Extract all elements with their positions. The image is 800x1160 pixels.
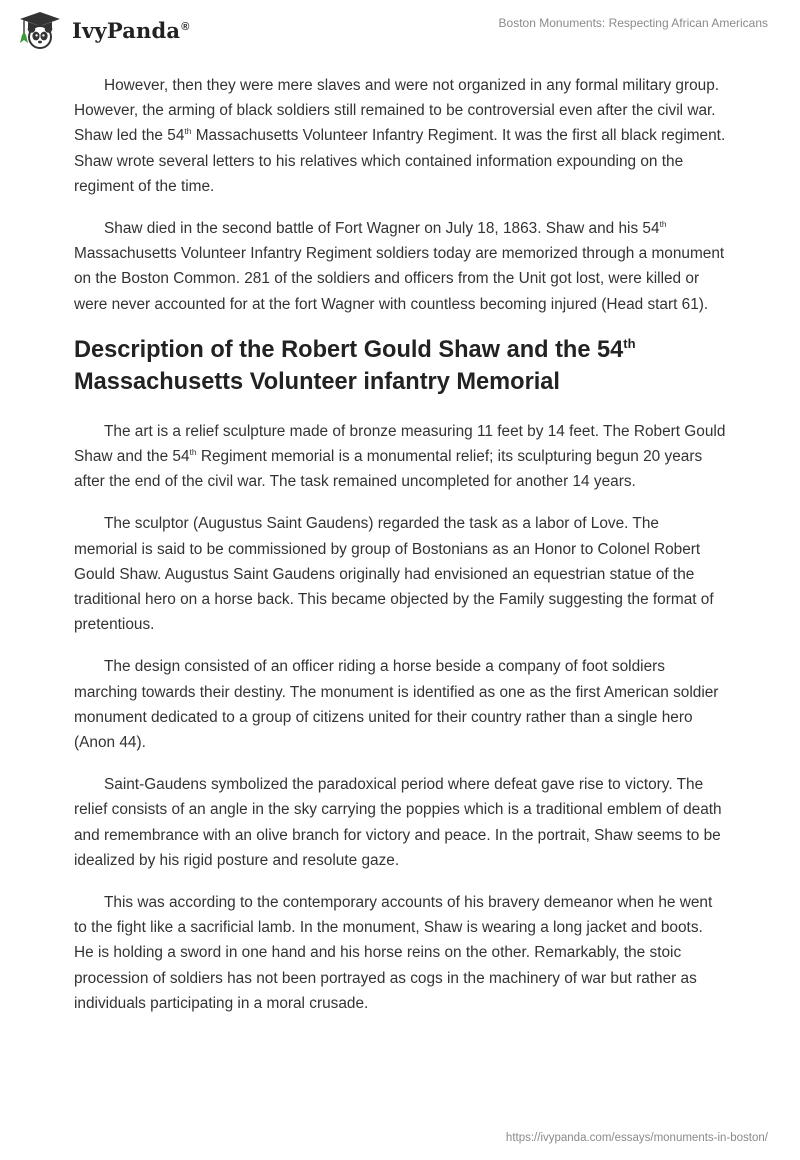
- registered-mark: ®: [181, 20, 190, 33]
- page-header: [0, 0, 800, 60]
- paragraph-5: The design consisted of an officer riding a horse beside a company of foot soldiers marching towards their destiny. The monument is identified as one as the first American soldier monument dedicated to a group of citizens united for their country rather than a single hero (Anon 44).: [74, 658, 719, 752]
- paragraph-2: Shaw died in the second battle of Fort Wagner on July 18, 1863. Shaw and his 54th Massachusetts Volunteer Infantry Regiment soldiers today are memorized through a monument on the Boston Common. 281 of the soldiers and officers from the Unit got lost, were killed or were never accounted for at the fort Wagner with countless becoming injured (Head start 61).: [74, 218, 725, 313]
- section-heading: Description of the Robert Gould Shaw and the 54th Massachusetts Volunteer infantry Memorial: [74, 335, 636, 395]
- source-url[interactable]: https://ivypanda.com/essays/monuments-in-boston/: [505, 1132, 768, 1144]
- paragraph-4: The sculptor (Augustus Saint Gaudens) regarded the task as a labor of Love. The memorial is said to be commissioned by group of Bostonians as an Honor to Colonel Robert Gould Shaw. Augustus Saint Gaudens originally had envisioned an equestrian statue of the traditional hero on a horse back. This became objected by the Family suggesting the format of pretentious.: [74, 515, 714, 634]
- brand-logo[interactable]: [16, 10, 190, 50]
- paragraph-7: This was according to the contemporary accounts of his bravery demeanor when he went to the fight like a sacrificial lamb. In the monument, Shaw is wearing a long jacket and boots. He is holding a sword in one hand and his horse reins on the other. Remarkably, the stoic procession of soldiers has not been portrayed as cogs in the machinery of war but rather as individuals participating in a moral crusade.: [74, 894, 713, 1012]
- paragraph-1: However, then they were mere slaves and were not organized in any formal military group. However, the arming of black soldiers still remained to be controversial even after the civil war. Shaw led the 54th Massachusetts Volunteer Infantry Regiment. It was the first all black regiment. Shaw wrote several letters to his relatives which contained information expounding on the regiment of the time.: [74, 77, 726, 195]
- paragraph-6: Saint-Gaudens symbolized the paradoxical period where defeat gave rise to victory. The relief consists of an angle in the sky carrying the poppies which is a traditional emblem of death and remembrance with an olive branch for victory and peace. In the portrait, Shaw seems to be idealized by his rigid posture and resolute gaze.: [74, 776, 722, 869]
- essay-body: [74, 73, 726, 1033]
- panda-graduate-icon: [16, 10, 64, 50]
- paragraph-3: The art is a relief sculpture made of bronze measuring 11 feet by 14 feet. The Robert Gould Shaw and the 54th Regiment memorial is a monumental relief; its sculpturing begun 20 years after the end of the civil war. The task remained uncompleted for another 14 years.: [74, 422, 726, 491]
- brand-name: IvyPanda®: [72, 17, 190, 43]
- document-title: Boston Monuments: Respecting African Americans: [498, 16, 768, 30]
